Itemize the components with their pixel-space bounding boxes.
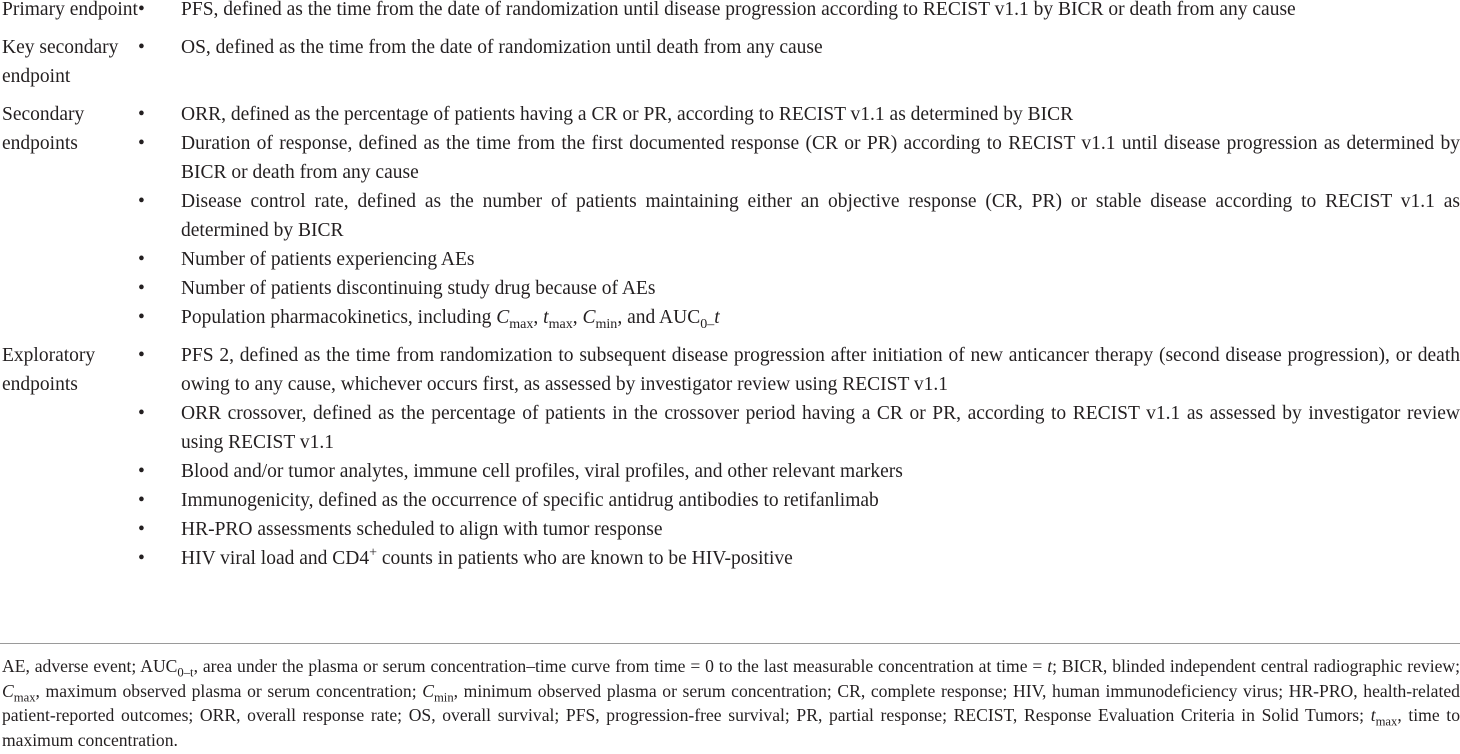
list-item [138, 399, 1460, 457]
bullet: • [138, 345, 145, 366]
hiv-text-before: HIV viral load and CD4 [181, 548, 370, 569]
bullet: • [138, 37, 145, 58]
list-item [138, 515, 1460, 544]
row-label: Secondary endpoints [2, 104, 85, 154]
bullet: • [138, 278, 145, 299]
list-item [138, 100, 1460, 129]
item-text: Immunogenicity, defined as the occurrence of specific antidrug antibodies to retifanlimab [181, 490, 879, 511]
item-text: PFS, defined as the time from the date of randomization until disease progression according to RECIST v1.1 by BICR or death from any cause [181, 0, 1296, 20]
row-label: Exploratory endpoints [2, 345, 96, 395]
footnote-text: AE, adverse event; AUC [2, 656, 178, 676]
bullet: • [138, 548, 145, 569]
auc-symbol: AUC [659, 307, 701, 328]
bullet: • [138, 133, 145, 154]
cmin-symbol: C [582, 307, 596, 328]
tmax-symbol: t [1370, 705, 1376, 726]
row-items [138, 341, 1460, 573]
row-items [138, 100, 1460, 332]
row-items [138, 0, 1460, 24]
item-text: PFS 2, defined as the time from randomization to subsequent disease progression after initiation of new anticancer therapy (second disease progression), or death owing to any cause, whichever occurs first, as assessed by investigator review using RECIST v1.1 [181, 345, 1460, 395]
bullet: • [138, 307, 145, 328]
separator: , [533, 307, 544, 328]
list-item [138, 457, 1460, 486]
footnote-text: , area under the plasma or serum concentration–time curve from time = 0 to the last measurable concentration at time = [193, 656, 1048, 676]
item-text: HR-PRO assessments scheduled to align with tumor response [181, 519, 663, 540]
item-text: Duration of response, defined as the time from the first documented response (CR or PR) according to RECIST v1.1 until disease progression as determined by BICR or death from any cause [181, 133, 1460, 183]
list-item [138, 486, 1460, 515]
pk-intro: Population pharmacokinetics, including [181, 307, 497, 328]
footnote-text: , time to maximum concentration. [2, 705, 1460, 750]
list-item [138, 0, 1460, 24]
table-row-key-secondary-endpoint [0, 33, 1460, 91]
auc-subscript-text: 0–t [177, 665, 194, 680]
list-item [138, 129, 1460, 187]
bullet: • [138, 249, 145, 270]
list-item-pharmacokinetics [138, 303, 1460, 332]
cmax-symbol: C [2, 680, 14, 701]
bullet: • [138, 0, 145, 20]
item-text: ORR crossover, defined as the percentage of patients in the crossover period having a CR or PR, according to RECIST v1.1 as assessed by investigator review using RECIST v1.1 [181, 403, 1460, 453]
table-row-secondary-endpoints [0, 100, 1460, 332]
footnote-text: , minimum observed plasma or serum concentration; CR, complete response; HIV, human immunodeficiency virus; HR-PRO, health-related patient-reported outcomes; ORR, overall response rate; OS, overall survival; PFS, progression-free survival; PR, partial response; RECIST, Response Evaluation Criteria in Solid Tumors; [2, 680, 1460, 726]
row-items [138, 33, 1460, 91]
list-item [138, 33, 1460, 62]
item-text: Number of patients discontinuing study drug because of AEs [181, 278, 656, 299]
footnote-text: , maximum observed plasma or serum concentration; [35, 680, 423, 701]
table-row-primary-endpoint [0, 0, 1460, 24]
auc-subscript: 0– [700, 315, 715, 332]
cd4-superscript: + [369, 544, 378, 561]
item-text [181, 303, 1460, 332]
row-label: Key secondary endpoint [2, 37, 119, 87]
list-item [138, 187, 1460, 245]
item-text: Disease control rate, defined as the number of patients maintaining either an objective response (CR, PR) or stable disease according to RECIST v1.1 as determined by BICR [181, 191, 1460, 241]
time-symbol: t [1047, 656, 1053, 676]
bullet: • [138, 104, 145, 125]
item-text: Blood and/or tumor analytes, immune cell profiles, viral profiles, and other relevant markers [181, 461, 903, 482]
item-text: Number of patients experiencing AEs [181, 249, 475, 270]
bullet: • [138, 403, 145, 424]
table-footnote [2, 654, 1460, 752]
bullet: • [138, 519, 145, 540]
cmin-subscript: min [433, 690, 454, 705]
item-text: ORR, defined as the percentage of patients having a CR or PR, according to RECIST v1.1 as determined by BICR [181, 104, 1074, 125]
separator: , [572, 307, 583, 328]
table-row-exploratory-endpoints [0, 341, 1460, 573]
list-item [138, 245, 1460, 274]
auc-time: t [714, 307, 720, 328]
tmax-subscript: max [548, 315, 573, 332]
cmin-subscript: min [595, 315, 618, 332]
bullet: • [138, 461, 145, 482]
cmax-subscript: max [509, 315, 534, 332]
tmax-subscript: max [1375, 714, 1398, 729]
hiv-text-after: counts in patients who are known to be HIV-positive [377, 548, 793, 569]
footnote-text: ; BICR, blinded independent central radiographic review; [1052, 656, 1460, 676]
tmax-symbol: t [543, 307, 549, 328]
list-item [138, 274, 1460, 303]
list-item [138, 341, 1460, 399]
item-text [181, 544, 1460, 573]
row-label: Primary endpoint [2, 0, 138, 20]
cmin-symbol: C [422, 680, 434, 701]
separator: , and [617, 307, 660, 328]
bullet: • [138, 191, 145, 212]
item-text: OS, defined as the time from the date of randomization until death from any cause [181, 37, 823, 58]
auc-subscript [177, 666, 193, 680]
cmax-subscript: max [13, 690, 36, 705]
cmax-symbol: C [496, 307, 510, 328]
table-divider [0, 643, 1460, 644]
list-item-hiv [138, 544, 1460, 573]
bullet: • [138, 490, 145, 511]
